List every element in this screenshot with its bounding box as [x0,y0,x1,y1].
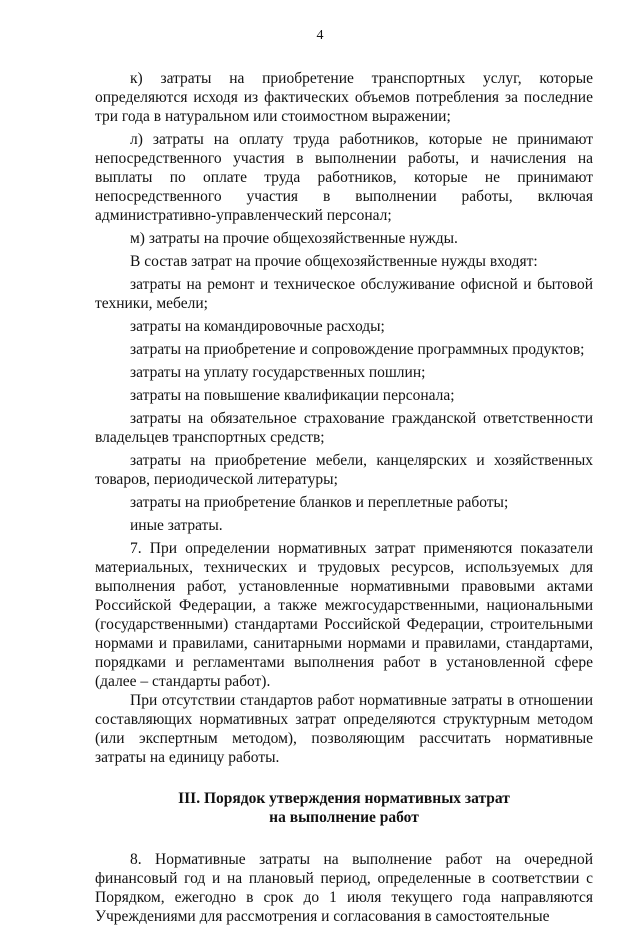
paragraph-7: 7. При определении нормативных затрат применяются показатели материальных, технических и трудовых ресурсов, используемых для выполнения работ, установленные нормативными правовыми актами Российской Федерации, а также межгосударственными, национальными (государственными) стандартами Российской Федерации, строительными нормами и правилами, санитарными нормами и правилами, стандартами, порядками и регламентами выполнения работ в установленной сфере (далее – стандарты работ). [95,540,593,690]
list-item-insurance: затраты на обязательное страхование гражданской ответственности владельцев транспортных средств; [95,410,593,446]
list-item-forms: затраты на приобретение бланков и переплетные работы; [130,494,509,511]
section-heading-line-1: III. Порядок утверждения нормативных затрат [178,790,510,807]
list-item-travel: затраты на командировочные расходы; [130,318,385,335]
paragraph-8: 8. Нормативные затраты на выполнение работ на очередной финансовый год и на плановый период, определенные в соответствии с Порядком, ежегодно в срок до 1 июля текущего года направляются Учреждениями для рассмотрения и согласования в самостоятельные [95,851,593,925]
paragraph-no-standards: При отсутствии стандартов работ нормативные затраты в отношении составляющих нормативных затрат определяются структурным методом (или экспертным методом), позволяющим рассчитать нормативные затраты на единицу работы. [95,692,593,766]
page-number: 4 [316,28,324,43]
list-item-software: затраты на приобретение и сопровождение программных продуктов; [130,341,585,358]
paragraph-m: м) затраты на прочие общехозяйственные нужды. [130,230,458,247]
section-heading [95,789,593,827]
list-item-other: иные затраты. [130,517,223,534]
paragraph-k: к) затраты на приобретение транспортных услуг, которые определяются исходя из фактических объемов потребления за последние три года в натуральном или стоимостном выражении; [95,70,593,125]
paragraph-l: л) затраты на оплату труда работников, которые не принимают непосредственного участия в выполнении работы, и начисления на выплаты по оплате труда работников, которые не принимают непосредственного участия в выполнении работы, включая административно-управленческий персонал; [95,131,593,224]
list-item-repair: затраты на ремонт и техническое обслуживание офисной и бытовой техники, мебели; [95,276,593,312]
paragraph-list-intro: В состав затрат на прочие общехозяйственные нужды входят: [130,253,538,270]
list-item-furniture: затраты на приобретение мебели, канцелярских и хозяйственных товаров, периодической литературы; [95,452,593,488]
list-item-fees: затраты на уплату государственных пошлин; [130,364,426,381]
document-body [95,69,593,926]
list-item-training: затраты на повышение квалификации персонала; [130,387,455,404]
section-heading-line-2: на выполнение работ [269,809,419,826]
